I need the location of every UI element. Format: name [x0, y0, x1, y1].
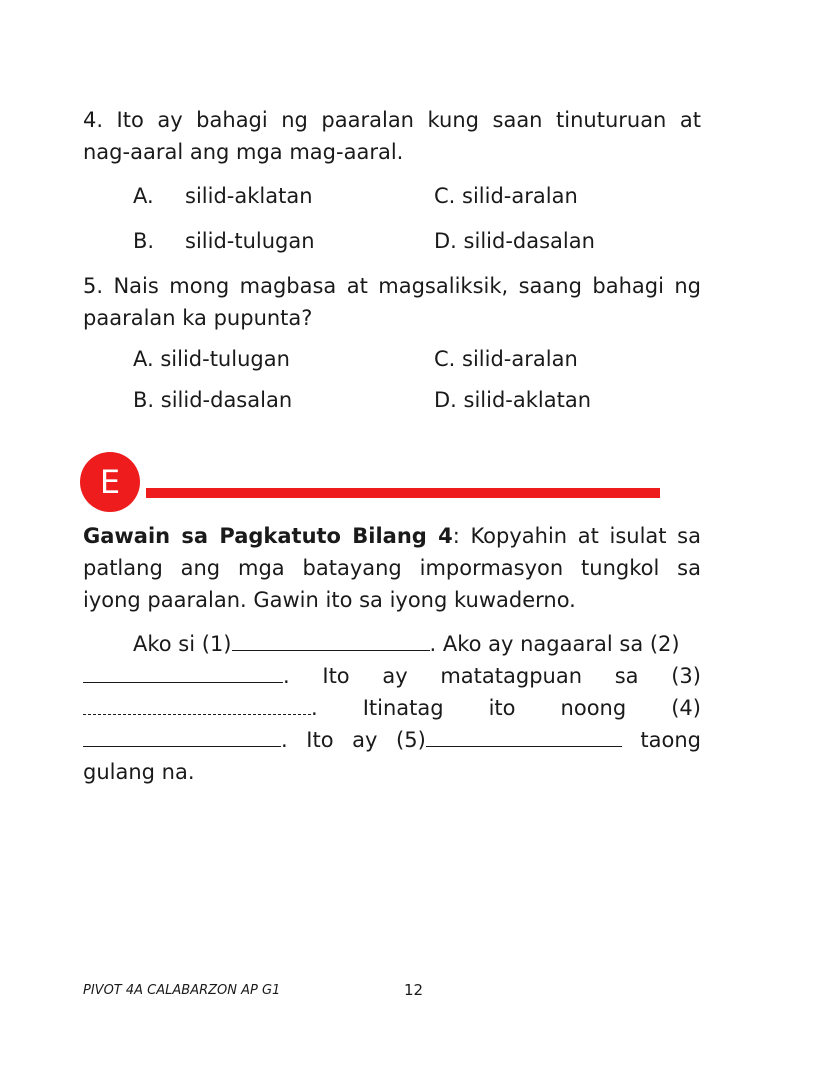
blank-1 — [232, 632, 430, 651]
fill-text: Ako si (1) — [133, 632, 232, 656]
instruction-line-1 — [83, 520, 701, 552]
blank-5 — [426, 728, 622, 747]
fill-text: (5) — [396, 728, 426, 752]
option-letter: B. — [133, 229, 155, 253]
fill-text: noong — [560, 696, 627, 720]
section-badge: E — [80, 452, 140, 512]
fill-line-4 — [83, 724, 701, 756]
activity-title: Gawain sa Pagkatuto Bilang 4 — [83, 524, 453, 548]
option-letter: D. — [434, 229, 457, 253]
question-4-line-2: nag-aaral ang mga mag-aaral. — [83, 140, 404, 164]
page-number: 12 — [404, 981, 424, 999]
q4-option-d — [434, 227, 595, 255]
fill-text: Ito — [322, 664, 350, 688]
instruction-line-2: patlang ang mga batayang impormasyon tungkol sa — [83, 556, 701, 580]
fill-line-5: gulang na. — [83, 760, 195, 784]
q5-option-c: C. silid-aralan — [434, 347, 578, 371]
fill-line-3 — [83, 692, 701, 724]
footer-source: PIVOT 4A CALABARZON AP G1 — [83, 983, 281, 998]
fill-text: . Ako ay nagaaral sa (2) — [429, 632, 680, 656]
fill-line-1 — [83, 628, 701, 660]
option-text: silid-tulugan — [185, 229, 315, 253]
fill-text: ay — [382, 664, 408, 688]
activity-instructions — [83, 520, 701, 616]
fill-text: matatagpuan — [440, 664, 583, 688]
q5-option-a: A. silid-tulugan — [133, 347, 290, 371]
fill-text: Itinatag — [362, 696, 444, 720]
blank-2 — [83, 664, 283, 683]
option-letter: C. — [434, 184, 456, 208]
option-text: silid-aralan — [462, 184, 578, 208]
fill-text: (4) — [671, 696, 701, 720]
fill-text: taong — [640, 728, 701, 752]
blank-4 — [83, 728, 281, 747]
fill-text: . — [283, 664, 290, 688]
q5-option-d: D. silid-aklatan — [434, 388, 592, 412]
fill-text: . — [311, 696, 318, 720]
question-5-line-1: 5. Nais mong magbasa at magsaliksik, saang bahagi ng — [83, 274, 701, 298]
option-text: silid-aklatan — [185, 184, 313, 208]
section-divider — [146, 488, 660, 498]
fill-text: (3) — [671, 664, 701, 688]
fill-text: . — [281, 728, 288, 752]
instruction-line-3: iyong paaralan. Gawin ito sa iyong kuwaderno. — [83, 588, 576, 612]
q4-option-a — [133, 182, 313, 210]
fill-in-paragraph — [83, 628, 701, 788]
blank-3 — [83, 696, 311, 715]
question-5-line-2: paaralan ka pupunta? — [83, 306, 313, 330]
fill-line-2 — [83, 660, 701, 692]
instruction-text-1: Kopyahin at isulat sa — [459, 524, 701, 548]
q5-option-b: B. silid-dasalan — [133, 388, 293, 412]
fill-text: ito — [488, 696, 516, 720]
title-colon: : — [452, 524, 460, 548]
fill-text: sa — [614, 664, 639, 688]
q4-option-b — [133, 227, 315, 255]
option-letter: A. — [133, 184, 154, 208]
fill-text: ay — [352, 728, 378, 752]
q4-option-c — [434, 182, 578, 210]
question-4-line-1: 4. Ito ay bahagi ng paaralan kung saan tinuturuan at — [83, 108, 701, 132]
fill-text: Ito — [306, 728, 334, 752]
option-text: silid-dasalan — [463, 229, 595, 253]
